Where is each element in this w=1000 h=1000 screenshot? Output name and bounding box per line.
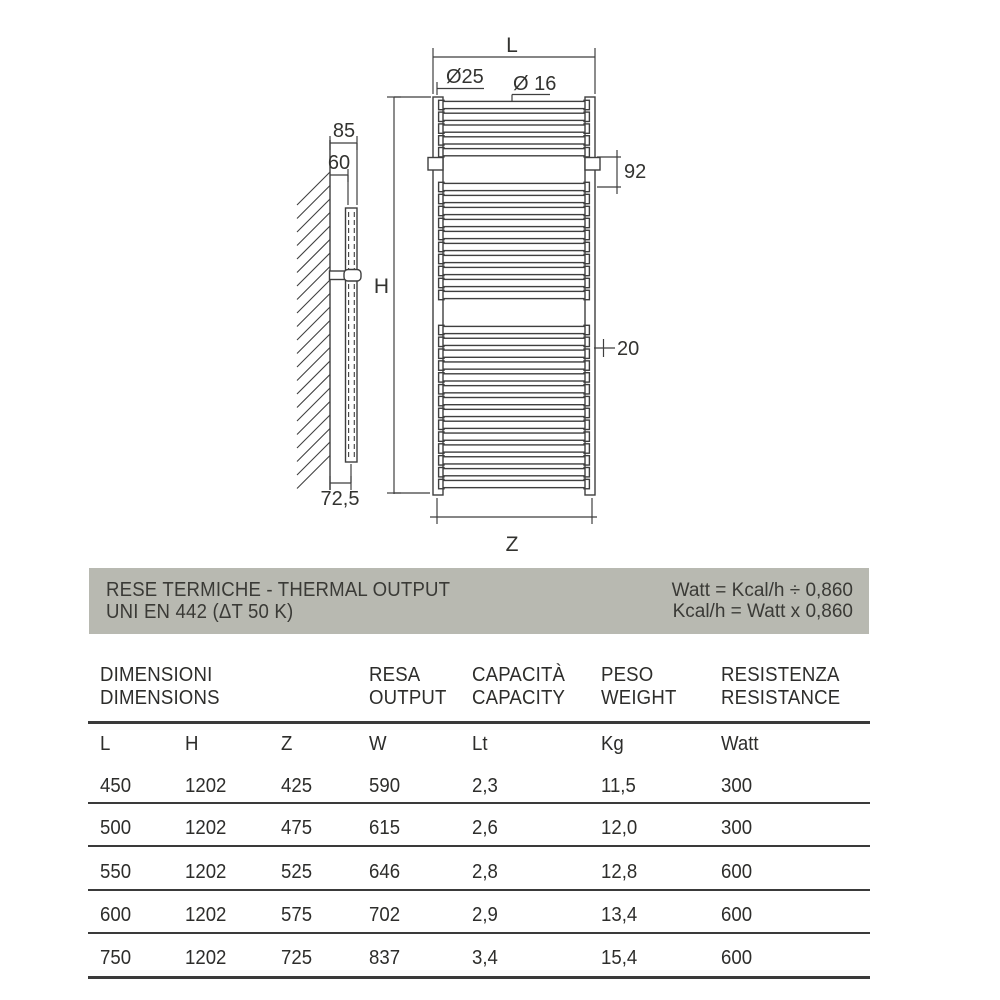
radiator-tube [443,445,585,452]
band-title-line2: UNI EN 442 (ΔT 50 K) [106,601,294,623]
bracket-left [428,158,443,171]
col-group-resistenza: RESISTENZA [721,664,840,686]
hatch-line [297,442,330,475]
cell-Lt: 2,9 [472,904,498,926]
col-group-capacita: CAPACITÀ [472,664,566,686]
cell-Watt: 600 [721,861,753,883]
hatch-line [297,267,330,300]
radiator-tube [443,219,585,226]
label-92: 92 [624,161,647,183]
wall-bracket-arm [330,271,346,280]
cell-Watt: 600 [721,947,753,969]
horizontal-tubes [439,100,590,488]
hatch-line [297,186,330,219]
table-rule-bottom [88,976,870,979]
dim-92 [597,150,621,194]
cell-W: 646 [369,861,401,883]
cell-H: 1202 [185,861,227,883]
cell-Kg: 12,0 [601,817,638,839]
hatch-line [297,280,330,313]
cell-Z: 725 [281,947,313,969]
hatch-line [297,321,330,354]
col-group-dimensions: DIMENSIONS [100,687,220,709]
label-d16: Ø 16 [513,73,557,95]
radiator-tube [443,433,585,440]
hatch-line [297,388,330,421]
radiator-tube [443,113,585,120]
dim-72-5 [330,464,351,490]
hatch-line [297,253,330,286]
label-20: 20 [617,338,640,360]
radiator-tube [443,137,585,144]
thermal-output-band [89,568,869,634]
cell-Lt: 2,8 [472,861,498,883]
side-tube [346,208,358,462]
hatch-line [297,240,330,273]
radiator-tube [443,469,585,476]
cell-W: 590 [369,775,401,797]
hatch-line [297,334,330,367]
cell-L: 550 [100,861,132,883]
wall-hatch [297,172,330,489]
radiator-tube [443,398,585,405]
hatch-line [297,199,330,232]
col-group-weight: WEIGHT [601,687,677,709]
hatch-line [297,375,330,408]
radiator-tube [443,183,585,190]
table-rule [88,932,870,934]
col-group-peso: PESO [601,664,654,686]
hatch-line [297,456,330,489]
dim-60 [330,169,348,205]
table-rule [88,845,870,847]
hatch-line [297,402,330,435]
radiator-tube [443,421,585,428]
radiator-tube [443,195,585,202]
unit-Z: Z [281,733,293,755]
radiator-tube [443,231,585,238]
hatch-line [297,361,330,394]
col-group-dimensioni: DIMENSIONI [100,664,213,686]
cell-Z: 525 [281,861,313,883]
cell-H: 1202 [185,775,227,797]
col-group-resa: RESA [369,664,421,686]
cell-L: 450 [100,775,132,797]
col-group-capacity: CAPACITY [472,687,566,709]
unit-Kg: Kg [601,733,624,755]
spec-table [88,655,870,985]
wall-bracket-clamp [344,270,361,282]
hatch-line [297,226,330,259]
radiator-tube [443,480,585,487]
radiator-tube [443,255,585,262]
unit-W: W [369,733,387,755]
label-d25: Ø25 [446,66,484,88]
cell-Lt: 2,6 [472,817,498,839]
label-H: H [373,275,389,298]
label-85: 85 [332,120,356,142]
hatch-line [297,415,330,448]
hatch-line [297,172,330,205]
radiator-tube [443,267,585,274]
radiator-tube [443,291,585,298]
hatch-line [297,429,330,462]
cell-Z: 425 [281,775,313,797]
cell-Kg: 15,4 [601,947,638,969]
band-formula-line2: Kcal/h = Watt x 0,860 [672,601,853,622]
radiator-tube [443,374,585,381]
radiator-tube [443,338,585,345]
table-rule [88,802,870,804]
radiator-tube [443,279,585,286]
radiator-tube [443,125,585,132]
band-title-line1: RESE TERMICHE - THERMAL OUTPUT [106,579,451,601]
dim-Z [430,498,597,524]
label-L: L [506,34,518,57]
hatch-line [297,307,330,340]
radiator-tube [443,149,585,156]
table-rule-top [88,721,870,724]
unit-H: H [185,733,199,755]
radiator-tube [443,362,585,369]
radiator-tube [443,457,585,464]
cell-L: 750 [100,947,132,969]
hatch-line [297,348,330,381]
radiator-tube [443,350,585,357]
band-title [89,579,476,623]
side-view [297,97,431,494]
radiator-tube [443,101,585,108]
col-group-resistance: RESISTANCE [721,687,841,709]
cell-L: 600 [100,904,132,926]
cell-Kg: 12,8 [601,861,638,883]
cell-Watt: 300 [721,775,753,797]
dim-H [387,97,431,494]
label-Z: Z [505,533,519,556]
cell-Z: 475 [281,817,313,839]
band-formula-line1: Watt = Kcal/h ÷ 0,860 [671,580,853,601]
band-formulas [672,580,869,622]
dim-20 [594,339,615,357]
cell-W: 615 [369,817,401,839]
bracket-right [585,158,600,171]
label-72-5: 72,5 [320,488,360,510]
radiator-tube [443,386,585,393]
table-rule [88,889,870,891]
front-view [428,48,621,524]
unit-Watt: Watt [721,733,759,755]
cell-Lt: 3,4 [472,947,498,969]
cell-Lt: 2,3 [472,775,498,797]
hatch-line [297,213,330,246]
cell-Watt: 300 [721,817,753,839]
hatch-line [297,294,330,327]
cell-H: 1202 [185,817,227,839]
radiator-tube [443,207,585,214]
cell-Kg: 13,4 [601,904,638,926]
radiator-tube [443,243,585,250]
cell-H: 1202 [185,904,227,926]
radiator-tube [443,409,585,416]
label-60: 60 [327,152,351,174]
radiator-tube [443,326,585,333]
cell-L: 500 [100,817,132,839]
cell-Watt: 600 [721,904,753,926]
unit-Lt: Lt [472,733,488,755]
unit-L: L [100,733,111,755]
cell-W: 702 [369,904,401,926]
cell-H: 1202 [185,947,227,969]
cell-W: 837 [369,947,401,969]
cell-Kg: 11,5 [601,775,636,797]
col-group-output: OUTPUT [369,687,447,709]
cell-Z: 575 [281,904,313,926]
